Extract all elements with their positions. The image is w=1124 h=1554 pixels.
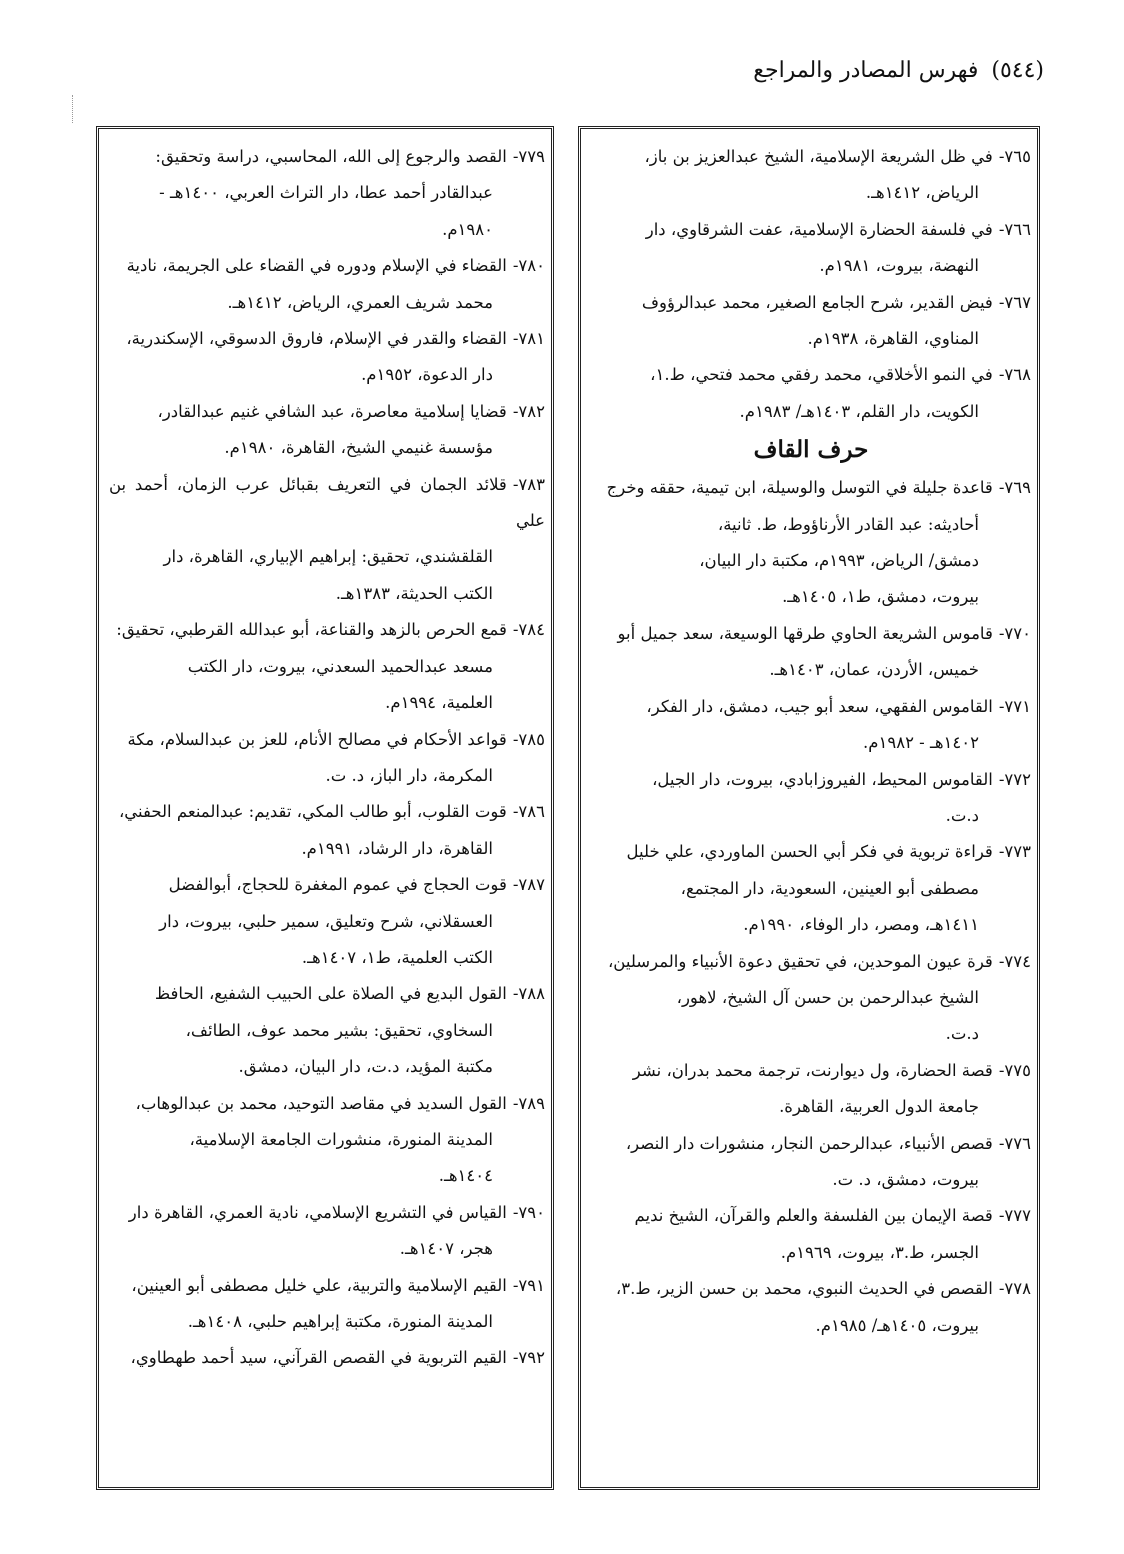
bibliography-entry <box>109 976 545 1085</box>
entry-number: ٧٨٦- <box>512 802 545 822</box>
bibliography-entry <box>591 1053 1031 1126</box>
entry-text: في النمو الأخلاقي، محمد رفقي محمد فتحي، ط.١، <box>650 365 993 385</box>
bibliography-entry <box>109 867 545 976</box>
entry-continuation: بيروت، ١٤٠٥هـ/ ١٩٨٥م. <box>815 1315 979 1335</box>
bibliography-entry <box>591 1271 1031 1344</box>
entry-number: ٧٩٠- <box>512 1202 545 1222</box>
bibliography-entry <box>109 1086 545 1195</box>
entry-number: ٧٧٢- <box>998 769 1031 789</box>
entry-number: ٧٧٣- <box>998 842 1031 862</box>
entry-continuation: د.ت. <box>945 1024 979 1044</box>
entry-number: ٧٦٦- <box>998 219 1031 239</box>
left-column <box>96 126 554 1490</box>
entry-text: قلائد الجمان في التعريف بقبائل عرب الزمان، أحمد بن علي <box>109 474 545 531</box>
entry-text: القول البديع في الصلاة على الحبيب الشفيع، الحافظ <box>154 984 507 1004</box>
entry-continuation: مصطفى أبو العينين، السعودية، دار المجتمع، <box>680 878 979 898</box>
bibliography-entry <box>591 689 1031 762</box>
bibliography-entry <box>591 470 1031 616</box>
entry-continuation: القاهرة، دار الرشاد، ١٩٩١م. <box>301 838 493 858</box>
entry-text: فيض القدير، شرح الجامع الصغير، محمد عبدالرؤوف <box>641 292 993 312</box>
entry-number: ٧٨٧- <box>512 875 545 895</box>
bibliography-entry <box>109 612 545 721</box>
entry-continuation: جامعة الدول العربية، القاهرة. <box>779 1097 979 1117</box>
section-title: حرف القاف <box>753 436 869 464</box>
bibliography-entry <box>109 139 545 248</box>
entry-continuation: أحاديثه: عبد القادر الأرناؤوط، ط. ثانية، <box>717 514 979 534</box>
entry-number: ٧٨٣- <box>512 474 545 494</box>
entry-text: القضاء والقدر في الإسلام، فاروق الدسوقي، الإسكندرية، <box>126 329 507 349</box>
entry-continuation: المناوي، القاهرة، ١٩٣٨م. <box>807 329 979 349</box>
entry-text: قصة الإيمان بين الفلسفة والعلم والقرآن، الشيخ نديم <box>634 1206 993 1226</box>
entry-text: في ظل الشريعة الإسلامية، الشيخ عبدالعزيز بن باز، <box>644 147 993 166</box>
entry-continuation: خميس، الأردن، عمان، ١٤٠٣هـ. <box>769 660 979 680</box>
entry-continuation: الكويت، دار القلم، ١٤٠٣هـ/ ١٩٨٣م. <box>739 401 979 421</box>
entry-number: ٧٨٠- <box>512 256 545 276</box>
entry-continuation: المكرمة، دار الباز، د. ت. <box>325 765 493 785</box>
entry-text: القصد والرجوع إلى الله، المحاسبي، دراسة وتحقيق: <box>155 147 507 166</box>
entry-continuation: الكتب الحديثة، ١٣٨٣هـ. <box>335 583 493 603</box>
bibliography-entry <box>109 794 545 867</box>
entry-text: القيم التربوية في القصص القرآني، سيد أحمد طهطاوي، <box>130 1348 507 1368</box>
bibliography-entry <box>109 467 545 613</box>
entry-continuation: مسعد عبدالحميد السعدني، بيروت، دار الكتب <box>187 656 493 676</box>
bibliography-entry <box>109 1340 545 1376</box>
entry-text: قمع الحرص بالزهد والقناعة، أبو عبدالله القرطبي، تحقيق: <box>116 620 507 640</box>
entry-text: قضايا إسلامية معاصرة، عبد الشافي غنيم عبدالقادر، <box>157 401 507 421</box>
entry-text: القضاء في الإسلام ودوره في القضاء على الجريمة، نادية <box>126 256 507 276</box>
entry-text: قاعدة جليلة في التوسل والوسيلة، ابن تيمية، حققه وخرج <box>606 478 993 498</box>
bibliography-entry <box>591 762 1031 835</box>
entry-text: قوت الحجاج في عموم المغفرة للحجاج، أبوالفضل <box>168 875 507 895</box>
entry-continuation: العسقلاني، شرح وتعليق، سمير حلبي، بيروت، دار <box>159 911 493 931</box>
page-title: فهرس المصادر والمراجع <box>753 58 979 83</box>
entry-number: ٧٨٨- <box>512 984 545 1004</box>
entry-continuation: دمشق/ الرياض، ١٩٩٣م، مكتبة دار البيان، <box>699 551 979 571</box>
entry-number: ٧٦٥- <box>998 147 1031 166</box>
entry-text: قوت القلوب، أبو طالب المكي، تقديم: عبدالمنعم الحفني، <box>118 802 507 822</box>
bibliography-entry <box>109 1268 545 1341</box>
entry-text: قراءة تربوية في فكر أبي الحسن الماوردي، علي خليل <box>626 842 993 862</box>
entry-continuation: بيروت، دمشق، ط١، ١٤٠٥هـ. <box>782 587 979 607</box>
entry-text: قصة الحضارة، ول ديوارنت، ترجمة محمد بدران، نشر <box>632 1060 993 1080</box>
bibliography-entry <box>591 139 1031 212</box>
entry-continuation: القلقشندي، تحقيق: إبراهيم الإبياري، القاهرة، دار <box>163 547 493 567</box>
entry-continuation: مكتبة المؤيد، د.ت، دار البيان، دمشق. <box>238 1057 493 1077</box>
entry-number: ٧٨٤- <box>512 620 545 640</box>
entry-text: قواعد الأحكام في مصالح الأنام، للعز بن عبدالسلام، مكة <box>127 729 507 749</box>
entry-text: القول السديد في مقاصد التوحيد، محمد بن عبدالوهاب، <box>135 1093 507 1113</box>
entry-number: ٧٦٨- <box>998 365 1031 385</box>
entry-number: ٧٨١- <box>512 329 545 349</box>
entry-number: ٧٧٤- <box>998 951 1031 971</box>
entry-text: القاموس الفقهي، سعد أبو جيب، دمشق، دار الفكر، <box>646 696 993 716</box>
bibliography-entry <box>591 1126 1031 1199</box>
entry-number: ٧٨٩- <box>512 1093 545 1113</box>
entry-text: القياس في التشريع الإسلامي، نادية العمري، القاهرة دار <box>128 1202 507 1222</box>
bibliography-entry <box>109 722 545 795</box>
entry-continuation: السخاوي، تحقيق: بشير محمد عوف، الطائف، <box>185 1020 493 1040</box>
entry-continuation: النهضة، بيروت، ١٩٨١م. <box>819 256 979 276</box>
entry-number: ٧٧٥- <box>998 1060 1031 1080</box>
bibliography-entry <box>591 616 1031 689</box>
entry-continuation: ١٤٠٤هـ. <box>438 1166 493 1186</box>
entry-continuation: ١٤٠٢هـ - ١٩٨٢م. <box>863 733 979 753</box>
bibliography-entry <box>109 248 545 321</box>
entry-number: ٧٧٩- <box>512 147 545 166</box>
entry-number: ٧٧١- <box>998 696 1031 716</box>
page-number: (٥٤٤) <box>991 58 1044 83</box>
entry-continuation: المدينة المنورة، منشورات الجامعة الإسلامية، <box>189 1129 493 1149</box>
entry-number: ٧٦٩- <box>998 478 1031 498</box>
entry-continuation: ١٤١١هـ، ومصر، دار الوفاء، ١٩٩٠م. <box>743 915 979 935</box>
bibliography-entry <box>591 212 1031 285</box>
entry-continuation: الجسر، ط.٣، بيروت، ١٩٦٩م. <box>780 1242 979 1262</box>
entry-continuation: العلمية، ١٩٩٤م. <box>385 693 493 713</box>
entry-number: ٧٧٨- <box>998 1279 1031 1299</box>
entry-number: ٧٧٠- <box>998 623 1031 643</box>
entry-text: قرة عيون الموحدين، في تحقيق دعوة الأنبياء والمرسلين، <box>607 951 993 971</box>
right-column <box>578 126 1040 1490</box>
entry-text: قاموس الشريعة الحاوي طرقها الوسيعة، سعد جميل أبو <box>617 623 993 643</box>
entry-continuation: عبدالقادر أحمد عطا، دار التراث العربي، ١٤٠٠هـ - <box>159 183 493 203</box>
page-header <box>753 58 1044 83</box>
entry-continuation: الشيخ عبدالرحمن بن حسن آل الشيخ، لاهور، <box>676 987 979 1007</box>
bibliography-entry <box>591 834 1031 943</box>
entry-continuation: بيروت، دمشق، د. ت. <box>832 1169 979 1189</box>
entry-continuation: الكتب العلمية، ط١، ١٤٠٧هـ. <box>301 947 493 967</box>
entry-text: في فلسفة الحضارة الإسلامية، عفت الشرقاوي، دار <box>645 219 993 239</box>
entry-continuation: الرياض، ١٤١٢هـ. <box>865 183 979 203</box>
entry-number: ٧٨٢- <box>512 401 545 421</box>
entry-continuation: هجر، ١٤٠٧هـ. <box>399 1239 493 1259</box>
entry-number: ٧٩٢- <box>512 1348 545 1368</box>
entry-text: القصص في الحديث النبوي، محمد بن حسن الزير، ط.٣، <box>615 1279 993 1299</box>
bibliography-entry <box>109 394 545 467</box>
bibliography-entry <box>109 1195 545 1268</box>
entry-continuation: د.ت. <box>945 805 979 825</box>
entry-continuation: مؤسسة غنيمي الشيخ، القاهرة، ١٩٨٠م. <box>224 438 493 458</box>
bibliography-entry <box>591 357 1031 430</box>
margin-mark <box>72 95 74 123</box>
entry-number: ٧٧٧- <box>998 1206 1031 1226</box>
bibliography-entry <box>109 321 545 394</box>
bibliography-entry <box>591 285 1031 358</box>
entry-text: القيم الإسلامية والتربية، علي خليل مصطفى أبو العينين، <box>131 1275 507 1295</box>
bibliography-entry <box>591 1198 1031 1271</box>
entry-number: ٧٧٦- <box>998 1133 1031 1153</box>
entry-number: ٧٦٧- <box>998 292 1031 312</box>
entry-text: القاموس المحيط، الفيروزابادي، بيروت، دار الجيل، <box>652 769 993 789</box>
entry-continuation: دار الدعوة، ١٩٥٢م. <box>361 365 493 385</box>
entry-continuation: ١٩٨٠م. <box>442 219 493 239</box>
bibliography-entry <box>591 944 1031 1053</box>
entry-text: قصص الأنبياء، عبدالرحمن النجار، منشورات دار النصر، <box>625 1133 993 1153</box>
entry-number: ٧٨٥- <box>512 729 545 749</box>
entry-continuation: المدينة المنورة، مكتبة إبراهيم حلبي، ١٤٠٨هـ. <box>187 1312 493 1331</box>
entry-continuation: محمد شريف العمري، الرياض، ١٤١٢هـ. <box>227 292 493 312</box>
entry-number: ٧٩١- <box>512 1275 545 1295</box>
